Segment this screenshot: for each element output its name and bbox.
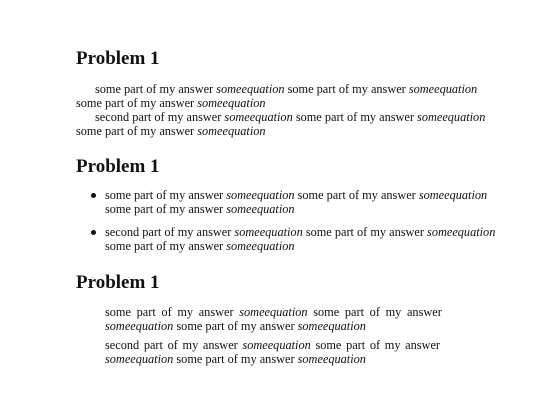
text-run: some part of my answer: [315, 338, 440, 352]
equation: someequation: [427, 225, 496, 239]
section-1-paragraph-1-line-1: [95, 82, 477, 97]
text-run: some part of my answer: [105, 188, 224, 202]
equation: someequation: [417, 110, 486, 124]
section-2-title: Problem 1: [76, 156, 160, 177]
equation: someequation: [418, 188, 488, 202]
equation: someequation: [105, 319, 174, 333]
section-1-title: Problem 1: [76, 48, 160, 69]
equation: someequation: [226, 188, 295, 202]
section-1-paragraph-1-line-2: [76, 96, 266, 111]
equation: someequation: [224, 110, 293, 124]
bullet-icon: [91, 230, 96, 235]
equation: someequation: [297, 352, 366, 366]
text-run: some part of my answer: [305, 225, 424, 239]
text-run: some part of my answer: [313, 305, 442, 319]
equation: someequation: [105, 352, 174, 366]
section-2-item-2-line-1: [105, 225, 495, 240]
text-run: some part of my answer: [95, 82, 214, 96]
section-2-item-1-line-2: [105, 202, 295, 217]
section-3-block-1-line-2: [105, 319, 366, 334]
text-run: some part of my answer: [105, 202, 224, 216]
equation: someequation: [226, 202, 295, 216]
section-3-block-1-line-1: [105, 305, 442, 320]
equation: someequation: [408, 82, 478, 96]
text-run: some part of my answer: [105, 305, 234, 319]
text-run: some part of my answer: [297, 188, 416, 202]
equation: someequation: [234, 225, 303, 239]
equation: someequation: [216, 82, 285, 96]
section-1-paragraph-2-line-2: [76, 124, 266, 139]
text-run: some part of my answer: [105, 239, 224, 253]
equation: someequation: [197, 96, 266, 110]
section-3-block-2-line-1: [105, 338, 440, 353]
equation: someequation: [242, 338, 311, 352]
section-2-item-2-line-2: [105, 239, 295, 254]
bullet-icon: [91, 193, 96, 198]
equation: someequation: [197, 124, 266, 138]
equation: someequation: [297, 319, 366, 333]
text-run: some part of my answer: [76, 96, 195, 110]
section-3-block-2-line-2: [105, 352, 366, 367]
text-run: some part of my answer: [176, 352, 295, 366]
text-run: some part of my answer: [76, 124, 195, 138]
text-run: second part of my answer: [105, 225, 232, 239]
text-run: some part of my answer: [176, 319, 295, 333]
text-run: some part of my answer: [287, 82, 406, 96]
equation: someequation: [239, 305, 308, 319]
section-3-title: Problem 1: [76, 272, 160, 293]
section-1-paragraph-2-line-1: [95, 110, 485, 125]
text-run: second part of my answer: [105, 338, 238, 352]
text-run: some part of my answer: [295, 110, 414, 124]
text-run: second part of my answer: [95, 110, 222, 124]
equation: someequation: [226, 239, 295, 253]
section-2-item-1-line-1: [105, 188, 487, 203]
